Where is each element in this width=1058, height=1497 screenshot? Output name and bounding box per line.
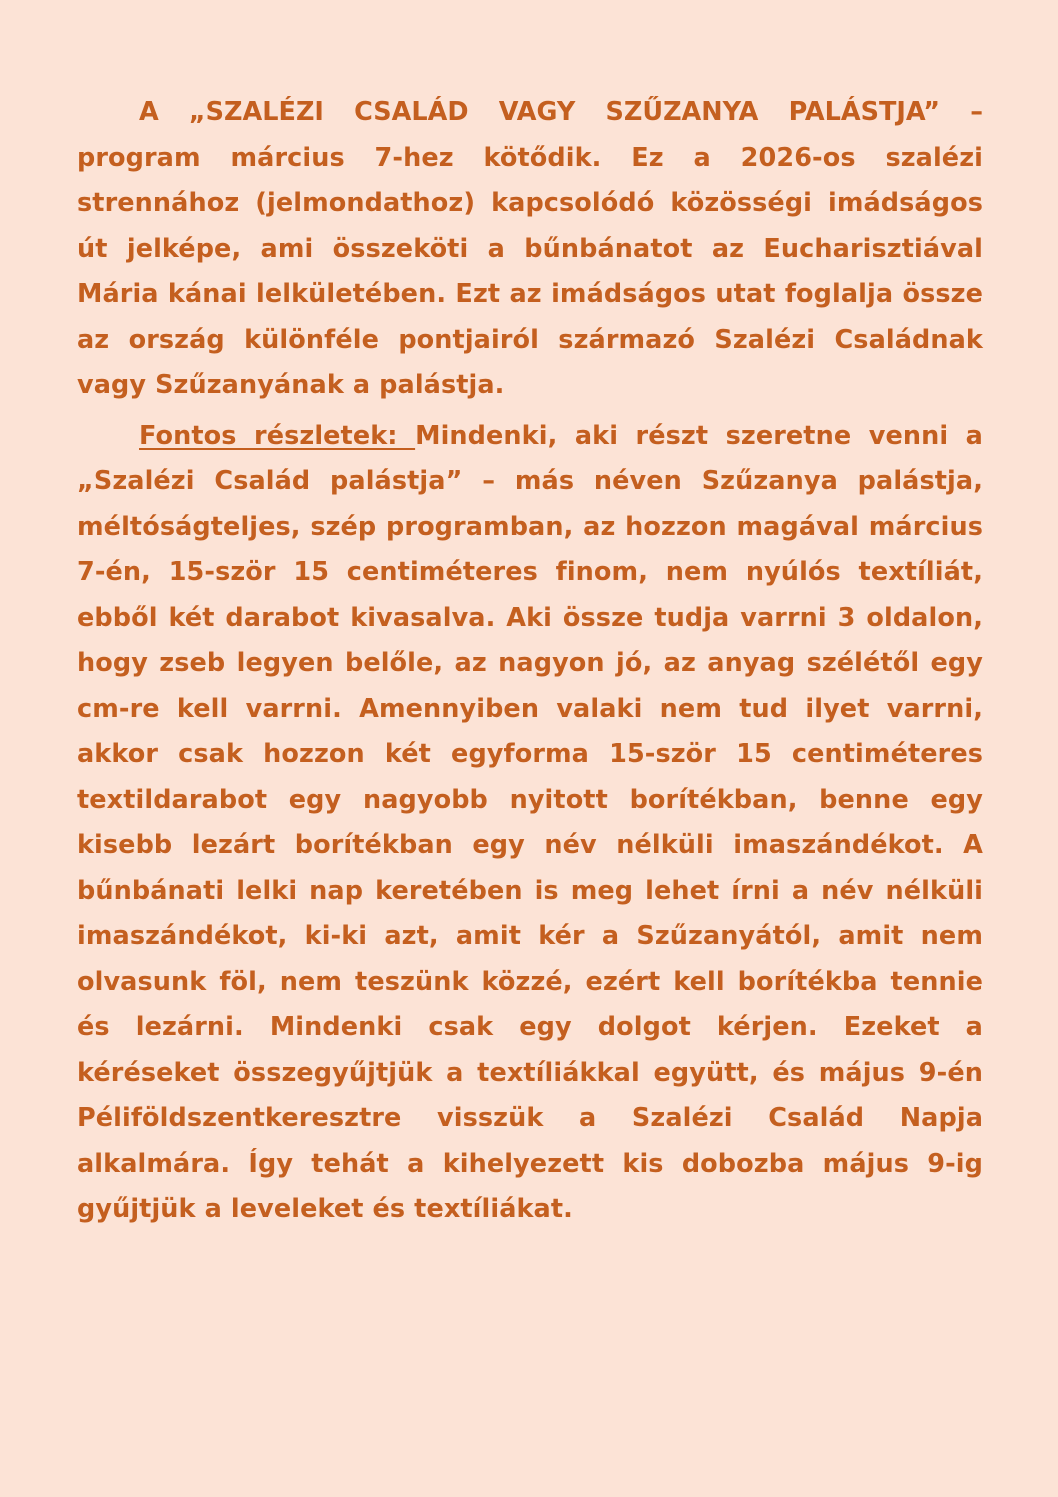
intro-paragraph-text: program március 7-hez kötődik. Ez a 2026-os szalézi strennához (jelmondathoz) kapcsolódó közösségi imádságos út jelképe, ami összeköti a bűnbánatot az Eucharisztiával Mária kánai lelkületében. Ezt az imádságos utat foglalja össze az ország különféle pontjairól származó Szalézi Családnak vagy Szűzanyának a palástja. [77,142,983,400]
program-title: A „SZALÉZI CSALÁD VAGY SZŰZANYA PALÁSTJA” – [139,97,983,127]
details-paragraph-text: Mindenki, aki részt szeretne venni a „Szalézi Család palástja” – más néven Szűzanya palástja, méltóságteljes, szép programban, az hozzon magával március 7-én, 15-ször 15 centiméteres finom, nem nyúlós textíliát, ebből két darabot kivasalva. Aki össze tudja varrni 3 oldalon, hogy zseb legyen belőle, az nagyon jó, az anyag szélétől egy cm-re kell varrni. Amennyiben valaki nem tud ilyet varrni, akkor csak hozzon két egyforma 15-ször 15 centiméteres textildarabot egy nagyobb nyitott borítékban, benne egy kisebb lezárt borítékban egy név nélküli imaszándékot. A bűnbánati lelki nap keretében is meg lehet írni a név nélküli imaszándékot, ki-ki azt, amit kér a Szűzanyától, amit nem olvasunk föl, nem teszünk közzé, ezért kell borítékba tennie és lezárni. Mindenki csak egy dolgot kérjen. Ezeket a kéréseket összegyűjtjük a textíliákkal együtt, és május 9-én Péliföldszentkeresztre visszük a Szalézi Család Napja alkalmára. Így tehát a kihelyezett kis dobozba május 9-ig gyűjtjük a leveleket és textíliákat. [77,420,983,1224]
intro-paragraph [77,90,983,409]
details-paragraph [77,414,983,1233]
document-body [77,90,983,1233]
details-label: Fontos részletek: [139,420,416,451]
